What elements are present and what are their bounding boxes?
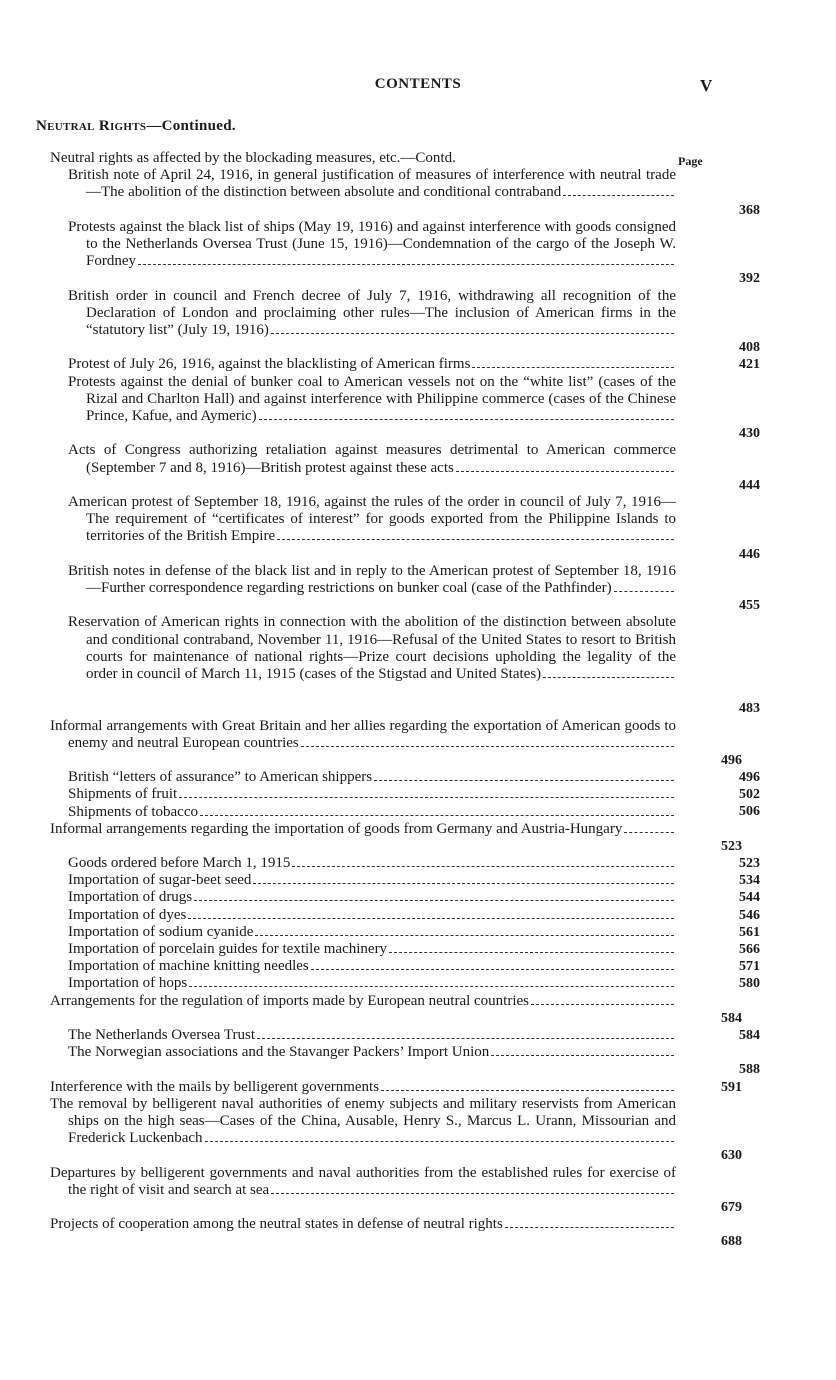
dot-leader [624,832,674,833]
dot-leader [189,986,674,987]
section-suffix: —Continued. [146,118,236,134]
toc-entry-page: 591 [721,1079,742,1095]
toc-entry-page: 584 [739,1027,760,1043]
dot-leader [292,866,674,867]
dot-leader [194,900,674,901]
toc-entry [68,1026,760,1044]
toc-entry-title: Projects of cooperation among the neutral states in defense of neutral rights [50,1216,503,1233]
dot-leader [389,952,674,953]
dot-leader [188,918,674,919]
dot-leader [563,195,674,196]
toc-entry-title: Shipments of tobacco [68,803,198,820]
toc-entry-title: Importation of sugar-beet seed [68,872,252,889]
toc-entry-title: Informal arrangements regarding the importation of goods from Germany and Austria-Hungary [50,820,623,837]
toc-entry-title: British “letters of assurance” to American shippers [68,769,373,786]
dot-leader [271,1193,674,1194]
toc-entry-title: British order in council and French decree of July 7, 1916, withdrawing all recognition of the Declaration of London and proclaiming other rules—The inclusion of American firms in the “statutory list” (July 19, 1916) [68,287,676,338]
dot-leader [614,591,674,592]
dot-leader [381,1090,674,1091]
toc-entry [68,803,760,821]
toc-entry-title: Importation of porcelain guides for textile machinery [68,941,388,958]
toc-entry-page: 483 [739,701,760,717]
dot-leader [531,1004,674,1005]
toc-entry-page: 392 [739,271,760,287]
toc-entry [68,218,760,288]
toc-entry-title: Protests against the denial of bunker coal to American vessels not on the “white list” (cases of the Rizal and Charlton Hall) and against interference with Philippine commerce (cases of the Chinese Prince, Kafue, and Aymeric) [68,373,676,424]
toc-entry-title: The removal by belligerent naval authorities of enemy subjects and military reservists from American ships on the high seas—Cases of the China, Ausable, Henry S., Marcus L. Urann, Missourian and Frederick Luckenbach [50,1095,676,1147]
toc-entry-page: 368 [739,202,760,218]
toc-entry-page: 580 [739,976,760,992]
toc-entry-title: Protests against the black list of ships (May 19, 1916) and against interference with goods consigned to the Netherlands Oversea Trust (June 15, 1916)—Condemnation of the cargo of the Joseph W. Fordney [68,218,676,270]
toc-entry [50,1216,742,1250]
toc-entry [68,356,760,373]
toc-entry [68,769,760,786]
dot-leader [505,1227,674,1228]
dot-leader [456,471,674,472]
toc-entry-page: 688 [721,1234,742,1250]
dot-leader [543,677,674,678]
toc-entry [50,992,742,1027]
toc-entry [68,1044,760,1078]
section-title: Neutral Rights [36,118,147,134]
toc-entry-title: Importation of drugs [68,889,193,906]
dot-leader [301,746,674,747]
toc-entry-page: 546 [739,907,760,923]
toc-entry-page: 584 [721,1010,742,1026]
dot-leader [179,797,674,798]
toc-entry [68,941,760,958]
toc-entry-page: 523 [721,838,742,854]
toc-entry [68,562,760,615]
toc-entry [68,975,760,992]
toc-entry-title: American protest of September 18, 1916, against the rules of the order in council of July 7, 1916—The requirement of “certificates of interest” for goods exported from the Philippine Islands to territories of the British Empire [68,493,676,545]
toc-entry [68,958,760,975]
toc-entry-title: Importation of machine knitting needles [68,958,309,975]
section-heading [36,118,236,135]
toc-entry-page: 421 [739,357,760,373]
toc-entry [68,493,760,563]
toc-entry-title: Informal arrangements with Great Britain and her allies regarding the exportation of American goods to enemy and neutral European countries [50,717,676,751]
toc-entry-page: 496 [721,752,742,768]
toc-entry-page: 534 [739,873,760,889]
table-of-contents [0,150,836,1251]
page-title: CONTENTS [374,76,462,92]
toc-entry-page: 444 [739,477,760,493]
toc-entry-page: 566 [739,942,760,957]
toc-entry-page: 630 [721,1148,742,1164]
dot-leader [200,815,674,816]
toc-entry-page: 588 [739,1062,760,1078]
toc-entry-title: Arrangements for the regulation of imports made by European neutral countries [50,992,530,1009]
toc-entry [68,442,760,494]
toc-entry [68,855,760,872]
dot-leader [277,539,674,540]
roman-page-number: V [700,76,713,95]
dot-leader [205,1141,674,1142]
dot-leader [259,419,674,420]
toc-entry [68,906,760,924]
toc-entry-page: 561 [739,924,760,940]
toc-entry [50,717,742,770]
toc-entry-page: 679 [721,1199,742,1215]
page-column-label: Page [678,154,703,168]
toc-entry-title: Importation of dyes [68,906,187,923]
toc-entry-page: 496 [739,770,760,786]
dot-leader [255,935,674,936]
toc-entry-title: Importation of sodium cyanide [68,923,254,940]
toc-entry-page: 455 [739,598,760,614]
toc-entry-page: 544 [739,890,760,906]
toc-entry [68,786,760,803]
toc-entry [50,1095,742,1165]
toc-entry-title: Departures by belligerent governments and naval authorities from the established rules for exercise of the right of visit and search at sea [50,1164,676,1198]
toc-entry [68,923,760,941]
toc-entry-title: Goods ordered before March 1, 1915 [68,855,291,872]
dot-leader [491,1055,674,1056]
toc-entry-title: The Netherlands Oversea Trust [68,1026,256,1043]
toc-entry-page: 571 [739,959,760,975]
toc-entry [68,287,760,357]
dot-leader [253,883,674,884]
toc-entry [68,614,760,717]
toc-entry-title: Interference with the mails by belligerent governments [50,1078,380,1095]
toc-entry-page: 523 [739,856,760,872]
toc-entry [50,150,676,167]
toc-entry-title: Reservation of American rights in connection with the abolition of the distinction between absolute and conditional contraband, November 11, 1916—Refusal of the United States to resort to British courts for maintenance of national rights—Prize court decisions upholding the legality of the order in council of March 11, 1915 (cases of the Stigstad and United States) [68,614,676,682]
toc-entry [50,1164,742,1217]
dot-leader [138,264,674,265]
toc-entry-page: 506 [739,804,760,820]
dot-leader [271,333,674,334]
dot-leader [311,969,674,970]
dot-leader [472,367,674,368]
toc-entry-page: 446 [739,546,760,562]
toc-entry [68,872,760,889]
toc-entry-title: Protest of July 26, 1916, against the blacklisting of American firms [68,356,471,373]
toc-entry-page: 502 [739,787,760,803]
toc-entry-page: 408 [739,340,760,356]
toc-entry [50,1078,742,1096]
toc-entry-title: Neutral rights as affected by the blockading measures, etc.—Contd. [50,150,456,166]
toc-entry-title: British note of April 24, 1916, in general justification of measures of interference with neutral trade—The abolition of the distinction between absolute and conditional contraband [68,167,676,201]
toc-entry-title: Importation of hops [68,975,188,992]
toc-entry-page: 430 [739,426,760,442]
toc-entry-title: British notes in defense of the black list and in reply to the American protest of September 18, 1916—Further correspondence regarding restrictions on bunker coal (case of the Pathfinder) [68,562,676,596]
dot-leader [374,780,674,781]
toc-entry-title: The Norwegian associations and the Stavanger Packers’ Import Union [68,1044,490,1061]
toc-entry-title: Acts of Congress authorizing retaliation against measures detrimental to American commerce (September 7 and 8, 1916)—British protest against these acts [68,442,676,476]
toc-entry [68,889,760,906]
dot-leader [257,1038,674,1039]
toc-entry-title: Shipments of fruit [68,786,178,803]
toc-entry [68,373,760,443]
toc-entry [68,167,760,219]
toc-entry [50,820,742,855]
